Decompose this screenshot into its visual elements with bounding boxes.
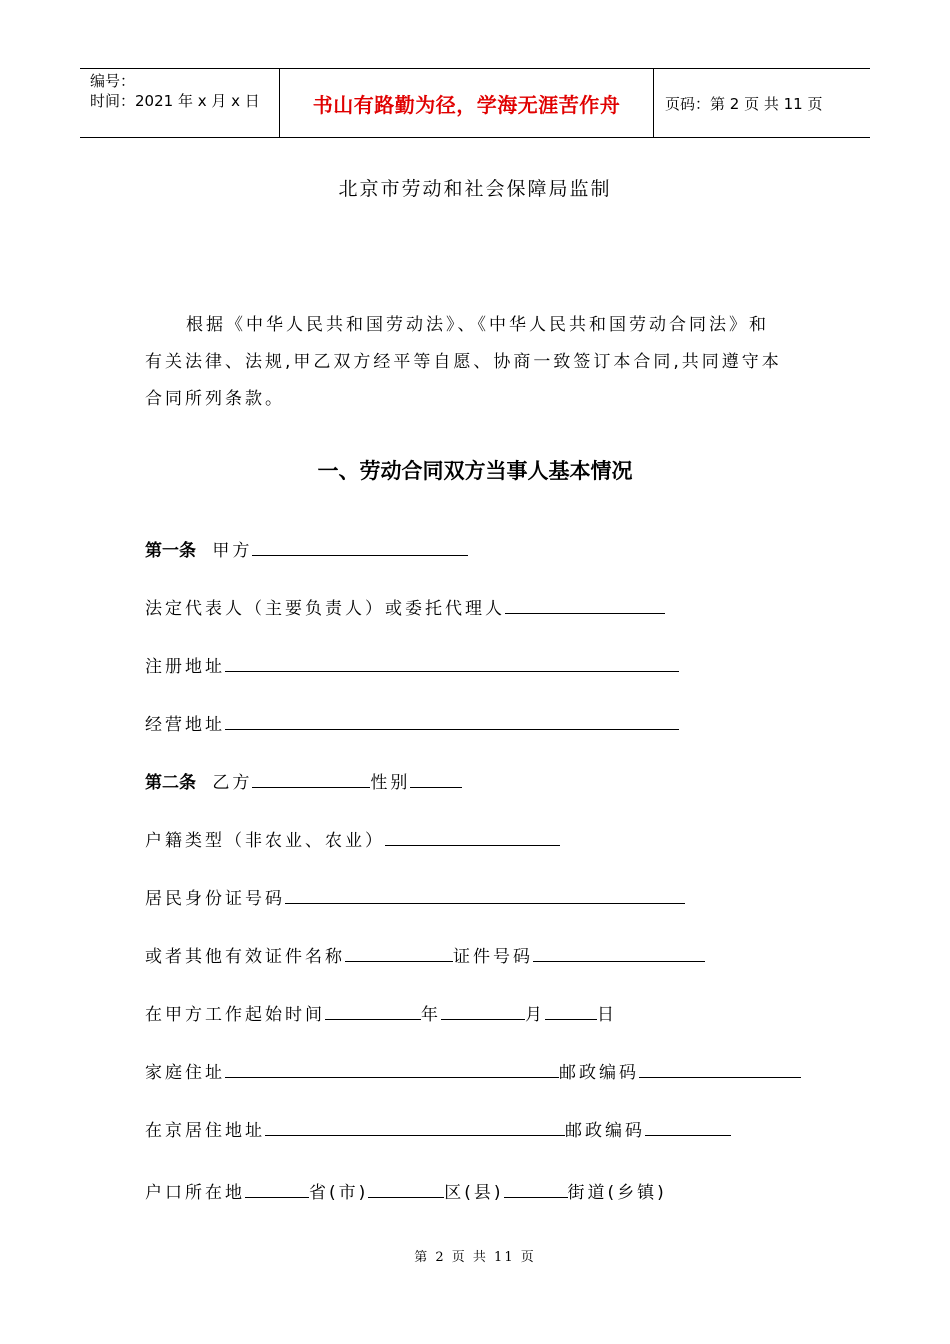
postcode2-label: 邮政编码	[565, 1121, 645, 1141]
motto-text: 书山有路勤为径，学海无涯苦作舟	[312, 92, 621, 117]
start-time-label: 在甲方工作起始时间	[145, 1005, 325, 1025]
id-number-row	[145, 884, 685, 909]
party-a-label: 甲方	[212, 541, 253, 561]
other-id-name-blank[interactable]	[345, 945, 453, 962]
beijing-address-label: 在京居住地址	[145, 1121, 265, 1141]
postcode2-blank[interactable]	[645, 1119, 731, 1136]
biz-address-row	[145, 710, 679, 735]
district-label: 区(县)	[444, 1183, 504, 1203]
gender-label: 性别	[370, 773, 411, 793]
article2-row	[145, 768, 462, 793]
party-b-blank[interactable]	[252, 771, 370, 788]
gender-blank[interactable]	[410, 771, 462, 788]
province-label: 省(市)	[309, 1183, 369, 1203]
reg-address-row	[145, 652, 679, 677]
reg-address-label: 注册地址	[145, 657, 225, 677]
start-month-blank[interactable]	[441, 1003, 525, 1020]
number-label: 编号：	[90, 72, 136, 90]
beijing-address-row	[145, 1116, 731, 1141]
district-blank[interactable]	[368, 1181, 444, 1198]
other-id-row	[145, 942, 705, 967]
id-number-blank[interactable]	[285, 887, 685, 904]
home-address-blank[interactable]	[225, 1061, 559, 1078]
header-motto-cell	[280, 69, 654, 137]
year-label: 年	[421, 1005, 441, 1025]
article1-label: 第一条	[145, 541, 196, 561]
reg-address-blank[interactable]	[225, 655, 679, 672]
street-blank[interactable]	[504, 1181, 568, 1198]
section-title: 一、劳动合同双方当事人基本情况	[317, 459, 633, 483]
postcode1-label: 邮政编码	[559, 1063, 639, 1083]
legal-rep-blank[interactable]	[505, 597, 665, 614]
biz-address-label: 经营地址	[145, 715, 225, 735]
article2-label: 第二条	[145, 773, 196, 793]
province-blank[interactable]	[245, 1181, 309, 1198]
start-day-blank[interactable]	[545, 1003, 597, 1020]
street-label: 街道(乡镇)	[567, 1183, 667, 1203]
id-number-label: 居民身份证号码	[145, 889, 285, 909]
party-b-label: 乙方	[212, 773, 253, 793]
page-header	[80, 68, 870, 138]
id-no-label: 证件号码	[453, 947, 533, 967]
postcode1-blank[interactable]	[639, 1061, 801, 1078]
page-label: 页码：第 2 页 共 11 页	[665, 94, 823, 113]
header-meta	[80, 69, 280, 137]
intro-line-1: 根据《中华人民共和国劳动法》、《中华人民共和国劳动合同法》和	[186, 315, 769, 335]
page-footer: 第 2 页 共 11 页	[414, 1250, 536, 1265]
article1-row	[145, 536, 468, 561]
start-year-blank[interactable]	[325, 1003, 421, 1020]
legal-rep-row	[145, 594, 665, 619]
hukou-location-row	[145, 1178, 667, 1203]
biz-address-blank[interactable]	[225, 713, 679, 730]
intro-line-3: 合同所列条款。	[145, 389, 285, 409]
home-address-row	[145, 1058, 801, 1083]
hukou-type-row	[145, 826, 560, 851]
start-time-row	[145, 1000, 617, 1025]
supervisor-text: 北京市劳动和社会保障局监制	[338, 178, 612, 200]
month-label: 月	[525, 1005, 545, 1025]
time-label: 时间：2021 年 x 月 x 日	[90, 92, 260, 110]
other-id-name-label: 或者其他有效证件名称	[145, 947, 345, 967]
beijing-address-blank[interactable]	[265, 1119, 565, 1136]
legal-rep-label: 法定代表人（主要负责人）或委托代理人	[145, 599, 505, 619]
intro-line-2: 有关法律、法规,甲乙双方经平等自愿、协商一致签订本合同,共同遵守本	[145, 352, 782, 372]
home-address-label: 家庭住址	[145, 1063, 225, 1083]
hukou-type-blank[interactable]	[385, 829, 560, 846]
header-page-cell	[653, 69, 870, 137]
id-no-blank[interactable]	[533, 945, 705, 962]
hukou-location-label: 户口所在地	[145, 1183, 245, 1203]
party-a-blank[interactable]	[252, 539, 468, 556]
hukou-type-label: 户籍类型（非农业、农业）	[145, 831, 385, 851]
day-label: 日	[597, 1005, 617, 1025]
